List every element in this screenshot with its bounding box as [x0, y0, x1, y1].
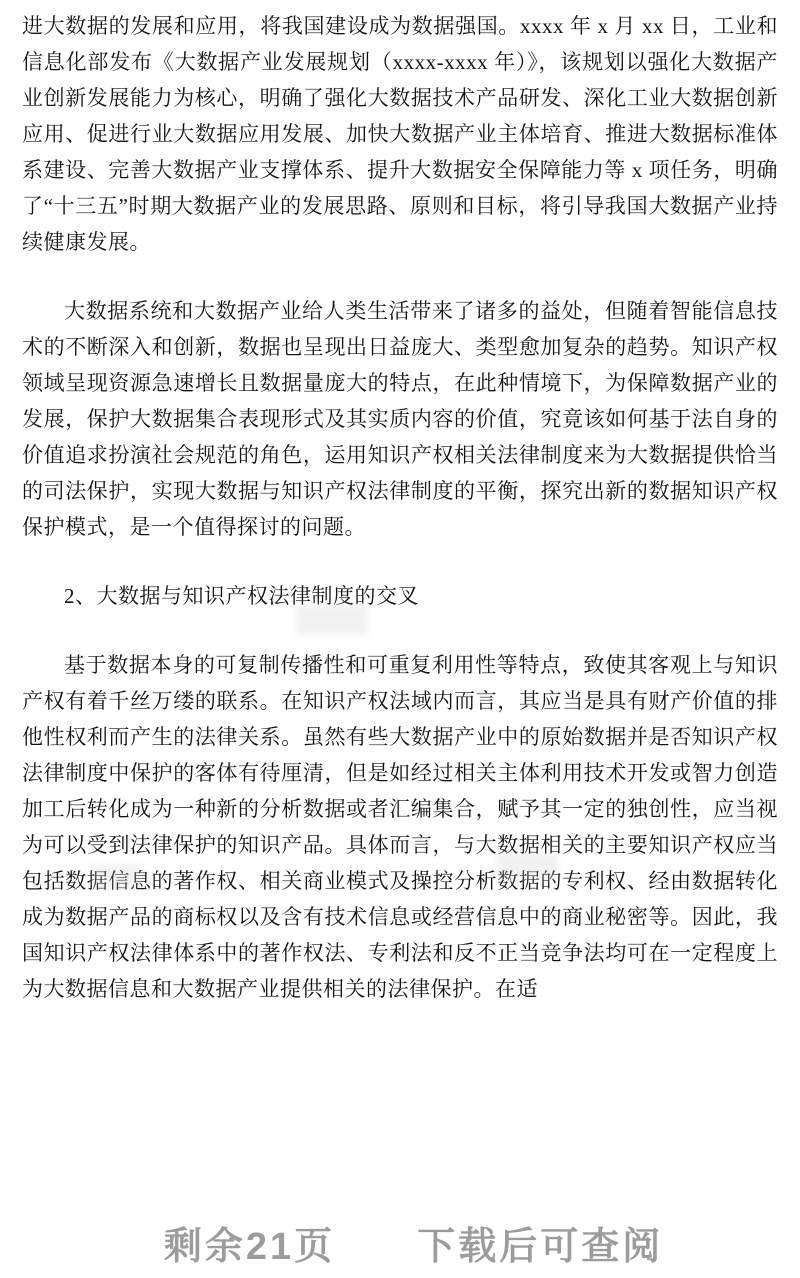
document-page-text [22, 8, 778, 1040]
paragraph: 基于数据本身的可复制传播性和可重复利用性等特点，致使其客观上与知识产权有着千丝万缕的联系。在知识产权法域内而言，其应当是具有财产价值的排他性权利而产生的法律关系。虽然有些大数据产业中的原始数据并是否知识产权法律制度中保护的客体有待厘清，但是如经过相关主体利用技术开发或智力创造加工后转化成为一种新的分析数据或者汇编集合，赋予其一定的独创性，应当视为可以受到法律保护的知识产品。具体而言，与大数据相关的主要知识产权应当包括数据信息的著作权、相关商业模式及操控分析数据的专利权、经由数据转化成为数据产品的商标权以及含有技术信息或经营信息中的商业秘密等。因此，我国知识产权法律体系中的著作权法、专利法和反不正当竞争法均可在一定程度上为大数据信息和大数据产业提供相关的法律保护。在适 [22, 653, 778, 1001]
remaining-pages-text: 剩余21页 下载后可查阅 [163, 1226, 664, 1268]
paragraph-continuation: 进大数据的发展和应用，将我国建设成为数据强国。xxxx 年 x 月 xx 日，工业和信息化部发布《大数据产业发展规划（xxxx-xxxx 年）》，该规划以强化大数据产业创新发展能力为核心，明确了强化大数据技术产品研发、深化工业大数据创新应用、促进行业大数据应用发展、加快大数据产业主体培育、推进大数据标准体系建设、完善大数据产业支撑体系、提升大数据安全保障能力等 x 项任务，明确了“十三五”时期大数据产业的发展思路、原则和目标，将引导我国大数据产业持续健康发展。 [22, 14, 778, 254]
remaining-pages-notice [0, 1172, 800, 1270]
paragraph: 大数据系统和大数据产业给人类生活带来了诸多的益处，但随着智能信息技术的不断深入和创新，数据也呈现出日益庞大、类型愈加复杂的趋势。知识产权领域呈现资源急速增长且数据量庞大的特点，在此种情境下，为保障数据产业的发展，保护大数据集合表现形式及其实质内容的价值，究竟该如何基于法自身的价值追求扮演社会规范的角色，运用知识产权相关法律制度来为大数据提供恰当的司法保护，实现大数据与知识产权法律制度的平衡，探究出新的数据知识产权保护模式，是一个值得探讨的问题。 [22, 299, 778, 539]
section-heading: 2、大数据与知识产权法律制度的交叉 [64, 584, 419, 608]
